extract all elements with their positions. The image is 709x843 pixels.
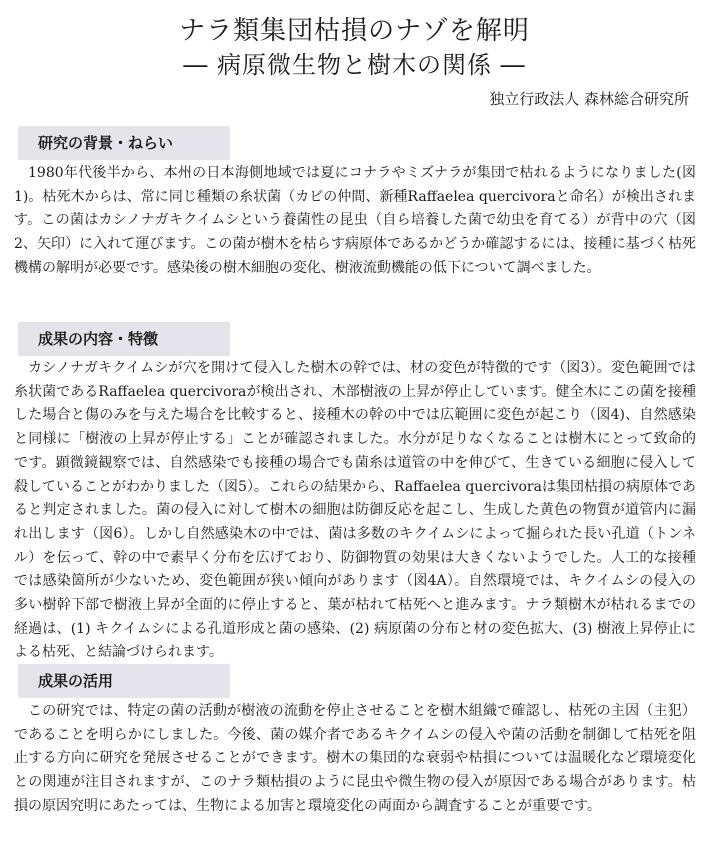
title-block	[0, 14, 709, 82]
section-heading-background: 研究の背景・ねらい	[18, 126, 230, 160]
organization-name: 独立行政法人 森林総合研究所	[489, 90, 689, 108]
section-heading-results: 成果の内容・特徴	[18, 322, 230, 356]
page-title: ナラ類集団枯損のナゾを解明	[179, 16, 530, 46]
section-body-application: この研究では、特定の菌の活動が樹液の流動を停止させることを樹木組織で確認し、枯死の主因（主犯）であることを明らかにしました。今後、菌の媒介者であるキクイムシの侵入や菌の活動を制御して枯死を阻止する方向に研究を発展させることができます。樹木の集団的な衰弱や枯損については温暖化など環境変化との関連が注目されますが、このナラ類枯損のように昆虫や微生物の侵入が原因である場合があります。枯損の原因究明にあたっては、生物による加害と環境変化の両面から調査することが重要です。	[14, 703, 696, 814]
section-body-background: 1980年代後半から、本州の日本海側地域では夏にコナラやミズナラが集団で枯れるようになりました(図1)。枯死木からは、常に同じ種類の糸状菌（カビの仲間、新種Raffaelea quercivoraと命名）が検出されます。この菌はカシノナガキクイムシという養菌性の昆虫（自ら培養した菌で幼虫を育てる）が背中の穴（図2、矢印）に入れて運びます。この菌が樹木を枯らす病原体であるかどうか確認するには、接種に基づく枯死機構の解明が必要です。感染後の樹木細胞の変化、樹液流動機能の低下について調べました。	[14, 165, 696, 276]
section-heading-application: 成果の活用	[18, 664, 230, 698]
page-subtitle: ― 病原微生物と樹木の関係 ―	[183, 51, 526, 79]
section-body-results: カシノナガキクイムシが穴を開けて侵入した樹木の幹では、材の変色が特徴的です（図3）。変色範囲では糸状菌であるRaffaelea quercivoraが検出され、木部樹液の上昇が停止しています。健全木にこの菌を接種した場合と傷のみを与えた場合を比較すると、接種木の幹の中では広範囲に変色が起こり（図4)、自然感染と同様に「樹液の上昇が停止する」ことが確認されました。水分が足りなくなることは樹木にとって致命的です。顕微鏡観察では、自然感染でも接種の場合でも菌糸は道管の中を伸びて、生きている細胞に侵入して殺していることがわかりました（図5）。これらの結果から、Raffaelea quercivoraは集団枯損の病原体であると判定されました。菌の侵入に対して樹木の細胞は防御反応を起こし、生成した黄色の物質が道管内に漏れ出します（図6）。しかし自然感染木の中では、菌は多数のキクイムシによって掘られた長い孔道（トンネル）を伝って、幹の中で素早く分布を広げており、防御物質の効果は大きくないようでした。人工的な接種では感染箇所が少ないため、変色範囲が狭い傾向があります（図4A）。自然環境では、キクイムシの侵入の多い樹幹下部で樹液上昇が全面的に停止すると、葉が枯れて枯死へと進みます。ナラ類樹木が枯れるまでの経過は、(1) キクイムシによる孔道形成と菌の感染、(2) 病原菌の分布と材の変色拡大、(3) 樹液上昇停止による枯死、と結論づけられます。	[14, 360, 696, 661]
